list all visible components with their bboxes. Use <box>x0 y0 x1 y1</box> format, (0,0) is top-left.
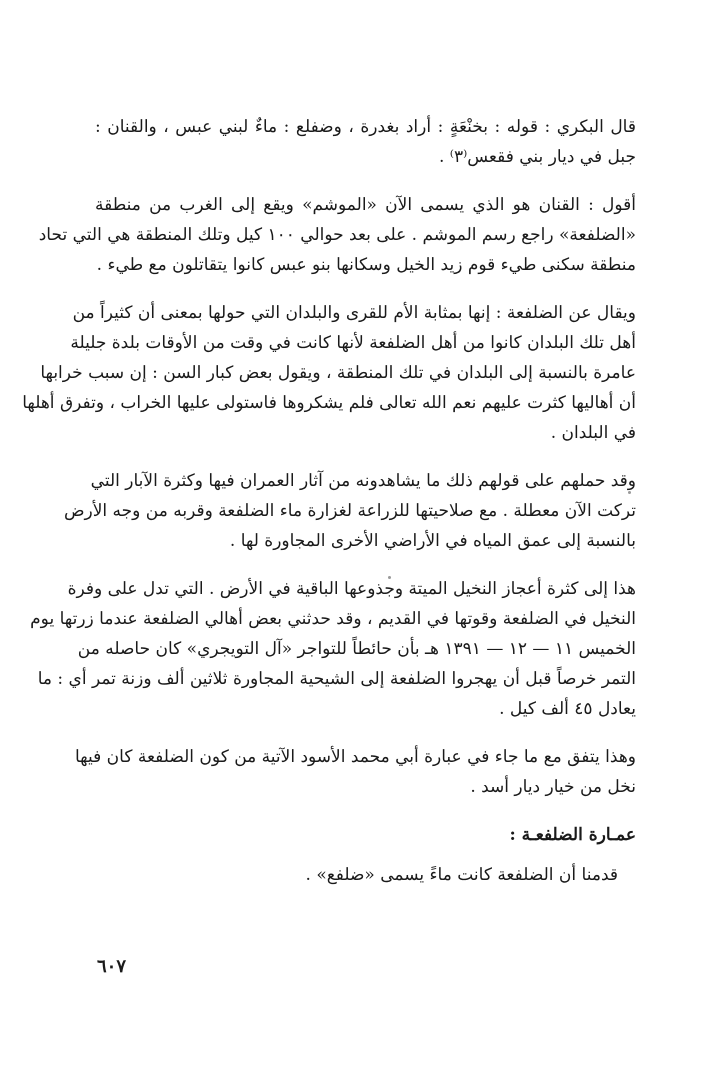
text-line: جبل في ديار بني فقعس⁽٣⁾ . <box>438 147 636 167</box>
text-line: الخميس ١١ — ١٢ — ١٣٩١ هـ بأن حائطاً للتواجر «آل التويجري» كان حاصله من <box>77 639 636 659</box>
scan-speck <box>628 491 631 494</box>
text-line: قدمنا أن الضلفعة كانت ماءً يسمى «ضلفع» . <box>305 865 618 885</box>
text-line: نخل من خيار ديار أسد . <box>470 777 636 797</box>
text-line: ويقال عن الضلفعة : إنها بمثابة الأم للقرى والبلدان التي حولها بمعنى أن كثيراً من <box>72 303 636 323</box>
text-line: النخيل في الضلفعة وقوتها في القديم ، وقد حدثني بعض أهالي الضلفعة عندما زرتها يوم <box>30 609 636 629</box>
paragraph-ruins <box>63 466 636 556</box>
paragraph-palms <box>30 574 636 724</box>
text-line: التمر خرصاً قبل أن يهجروا الضلفعة إلى الشيحية المجاورة ثلاثين ألف وزنة تمر أي : ما <box>37 669 636 689</box>
paragraph-mother-of-villages <box>22 298 636 448</box>
section-heading: عمـارة الضلفعـة : <box>509 825 636 845</box>
text-line: هذا إلى كثرة أعجاز النخيل الميتة وجذوعها الباقية في الأرض . التي تدل على وفرة <box>67 579 636 599</box>
text-line: قال البكري : قوله : بخنْعَةٍ : أراد بغدرة ، وضفلع : ماءٌ لبني عبس ، والقنان : <box>95 117 636 137</box>
text-line: تركت الآن معطلة . مع صلاحيتها للزراعة لغزارة ماء الضلفعة وقربه من وجه الأرض <box>63 501 636 521</box>
text-line: عامرة بالنسبة إلى البلدان في تلك المنطقة ، ويقول بعض كبار السن : إن سبب خرابها <box>40 363 636 383</box>
text-line: «الضلفعة» راجع رسم الموشم . على بعد حوالي ١٠٠ كيل وتلك المنطقة هي التي تحاد <box>38 225 636 245</box>
text-line: وهذا يتفق مع ما جاء في عبارة أبي محمد الأسود الآتية من كون الضلفعة كان فيها <box>75 747 636 767</box>
text-line: وقد حملهم على قولهم ذلك ما يشاهدونه من آثار العمران فيها وكثرة الآبار التي <box>90 471 636 491</box>
page-number: ٦٠٧ <box>97 956 127 977</box>
paragraph-bakri <box>95 112 636 172</box>
paragraph-abu-muhammad <box>75 742 636 802</box>
paragraph-qanan <box>38 190 636 280</box>
text-line: يعادل ٤٥ ألف كيل . <box>499 699 636 719</box>
text-line: بالنسبة إلى عمق المياه في الأراضي الأخرى المجاورة لها . <box>229 531 636 551</box>
text-line: أهل تلك البلدان كانوا من أهل الضلفعة لأنها كانت في وقت من الأوقات بلدة جليلة <box>70 333 636 353</box>
paragraph-closing <box>95 860 636 890</box>
text-line: أقول : القنان هو الذي يسمى الآن «الموشم» ويقع إلى الغرب من منطقة <box>95 195 636 215</box>
text-line: منطقة سكنى طيء قوم زيد الخيل وسكانها بنو عبس كانوا يتقاتلون مع طيء . <box>96 255 636 275</box>
scan-speck <box>388 576 391 579</box>
text-line: أن أهاليها كثرت عليهم نعم الله تعالى فلم يشكروها فاستولى عليها الخراب ، وتفرق أهلها <box>22 393 636 413</box>
text-line: في البلدان . <box>550 423 636 443</box>
